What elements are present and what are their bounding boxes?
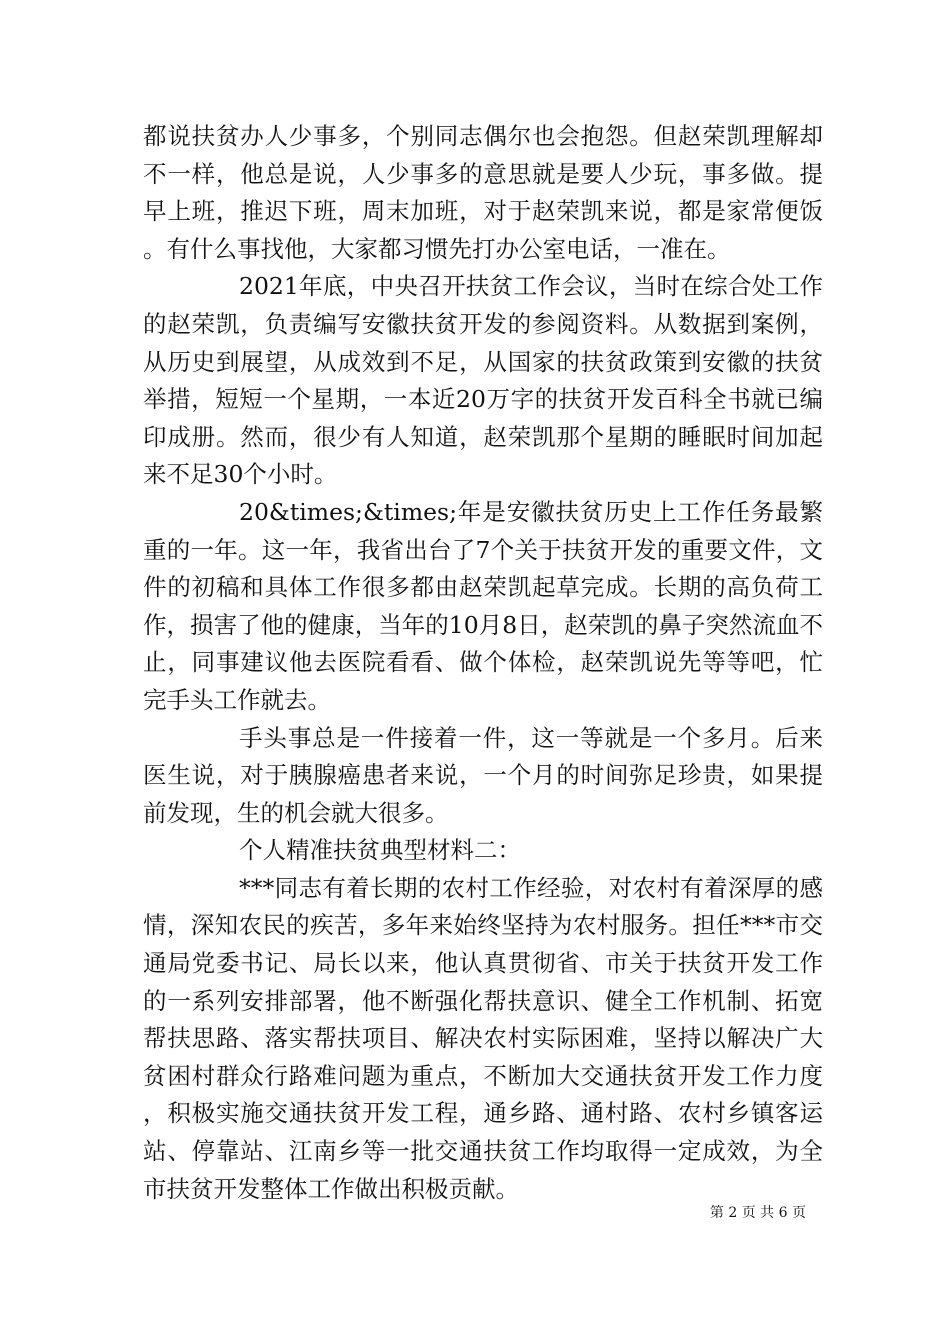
page-number-footer: 第 2 页 共 6 页 <box>709 1205 806 1221</box>
body-text <box>143 118 823 1208</box>
paragraph-2: 2021年底，中央召开扶贫工作会议，当时在综合处工作的赵荣凯，负责编写安徽扶贫开发的参阅资料。从数据到案例，从历史到展望，从成效到不足，从国家的扶贫政策到安徽的扶贫举措，短短一个星期，一本近20万字的扶贫开发百科全书就已编印成册。然而，很少有人知道，赵荣凯那个星期的睡眠时间加起来不足30个小时。 <box>143 272 823 489</box>
paragraph-3: 20&times;&times;年是安徽扶贫历史上工作任务最繁重的一年。这一年，我省出台了7个关于扶贫开发的重要文件，文件的初稿和具体工作很多都由赵荣凯起草完成。长期的高负荷工作，损害了他的健康，当年的10月8日，赵荣凯的鼻子突然流血不止，同事建议他去医院看看、做个体检，赵荣凯说先等等吧，忙完手头工作就去。 <box>143 497 823 714</box>
paragraph-5: ***同志有着长期的农村工作经验，对农村有着深厚的感情，深知农民的疾苦，多年来始终坚持为农村服务。担任***市交通局党委书记、局长以来，他认真贯彻省、市关于扶贫开发工作的一系列安排部署，他不断强化帮扶意识、健全工作机制、拓宽帮扶思路、落实帮扶项目、解决农村实际困难，坚持以解决广大贫困村群众行路难问题为重点，不断加大交通扶贫开发工作力度，积极实施交通扶贫开发工程，通乡路、通村路、农村乡镇客运站、停靠站、江南乡等一批交通扶贫工作均取得一定成效，为全市扶贫开发整体工作做出积极贡献。 <box>143 873 823 1203</box>
section-heading: 个人精准扶贫典型材料二： <box>239 836 521 865</box>
paragraph-1: 都说扶贫办人少事多，个别同志偶尔也会抱怨。但赵荣凯理解却不一样，他总是说，人少事多的意思就是要人少玩，事多做。提早上班，推迟下班，周末加班，对于赵荣凯来说，都是家常便饭。有什么事找他，大家都习惯先打办公室电话，一准在。 <box>143 122 823 263</box>
paragraph-4: 手头事总是一件接着一件，这一等就是一个多月。后来医生说，对于胰腺癌患者来说，一个月的时间弥足珍贵，如果提前发现，生的机会就大很多。 <box>143 723 823 827</box>
